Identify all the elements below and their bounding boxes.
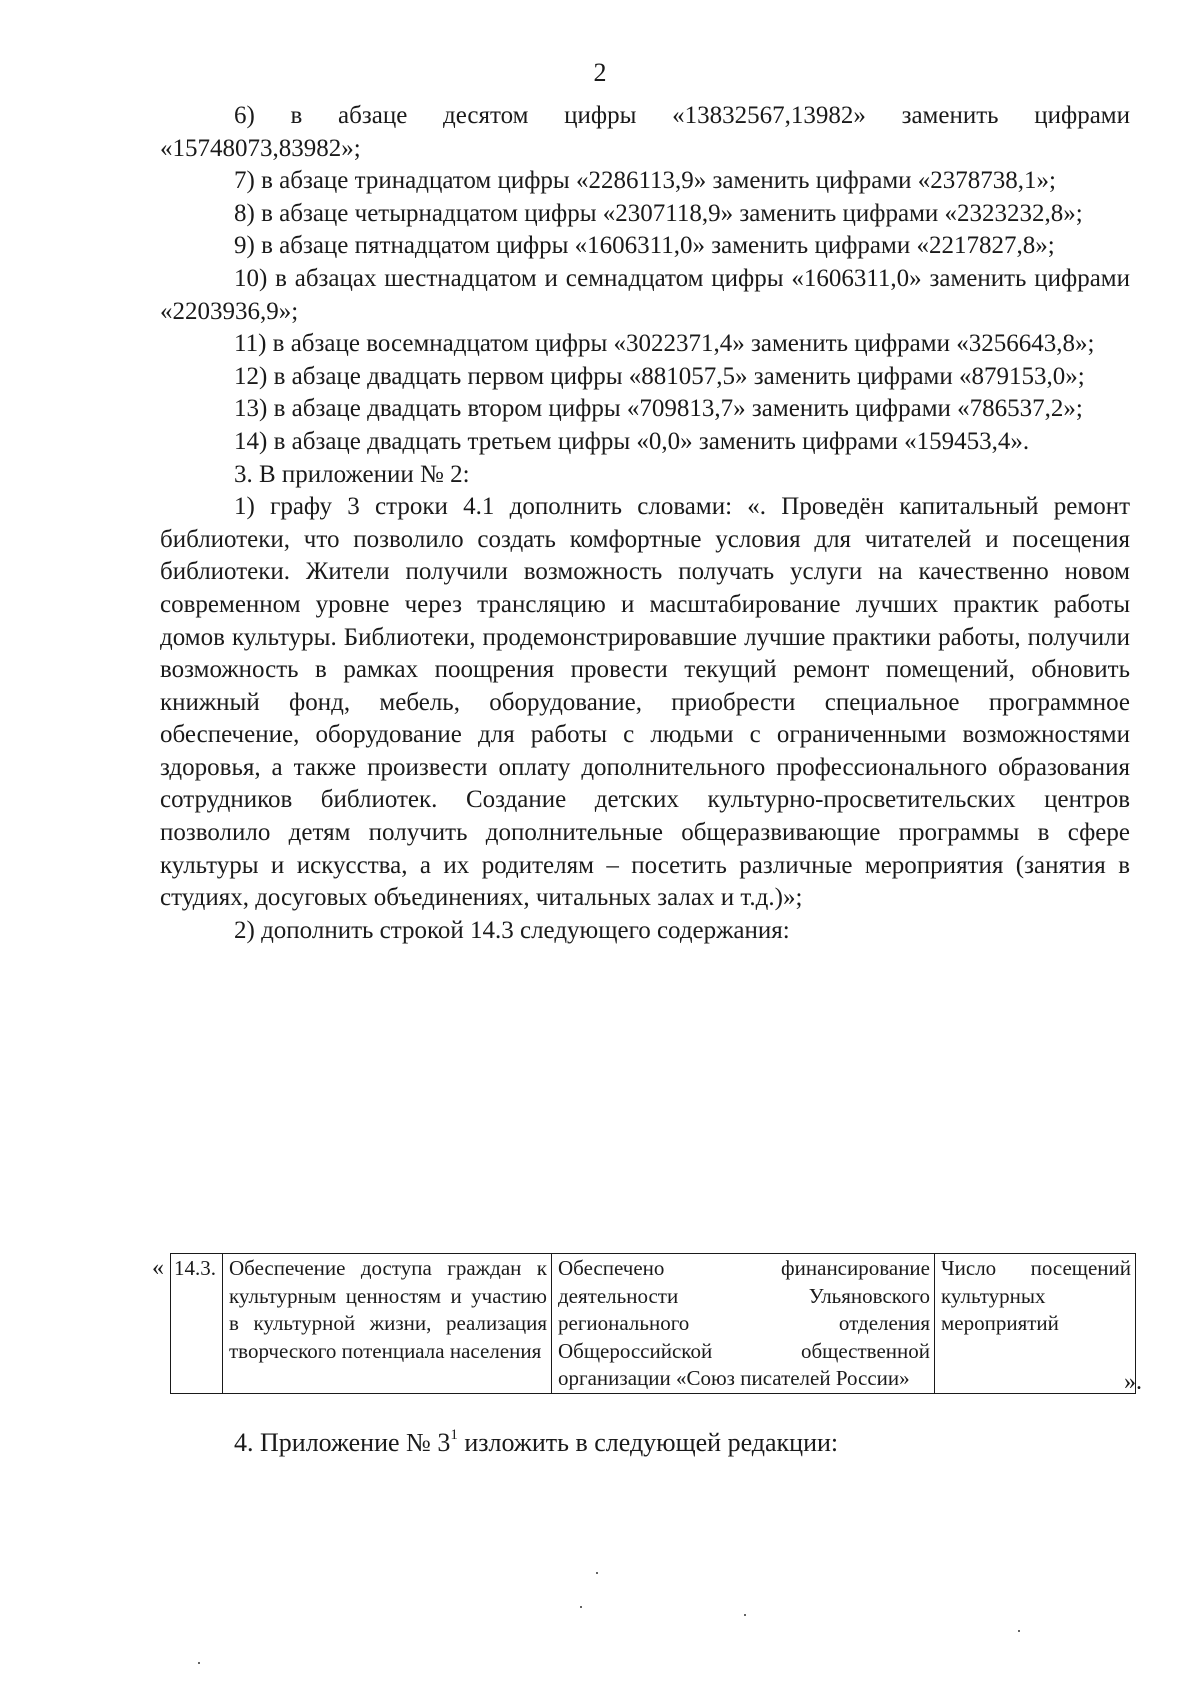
paragraph-item-13: 13) в абзаце двадцать втором цифры «709813,7» заменить цифрами «786537,2»; <box>234 395 1083 423</box>
paragraph-item-11: 11) в абзаце восемнадцатом цифры «3022371,4» заменить цифрами «3256643,8»; <box>234 330 1095 358</box>
table-open-quote: « <box>152 1255 164 1281</box>
result-cell: Обеспечено финансирование деятельности Ульяновского регионального отделения Общероссийской общественной организации «Союз писателей России» <box>552 1254 935 1394</box>
paragraph-item-9: 9) в абзаце пятнадцатом цифры «1606311,0» заменить цифрами «2217827,8»; <box>234 232 1055 260</box>
paragraph-item-7: 7) в абзаце тринадцатом цифры «2286113,9» заменить цифрами «2378738,1»; <box>234 167 1056 195</box>
row-number-cell: 14.3. <box>171 1254 223 1394</box>
document-body <box>160 100 1130 947</box>
table-close-quote: ». <box>1124 1369 1142 1395</box>
paragraph-item-8: 8) в абзаце четырнадцатом цифры «2307118,9» заменить цифрами «2323232,8»; <box>234 199 1083 227</box>
scan-speck <box>198 1662 200 1664</box>
paragraph-graph-3-addition: 1) графу 3 строки 4.1 дополнить словами: «. Проведён капитальный ремонт библиотеки, что позволило создать комфортные условия для читателей и посещения библиотеки. Жители получили возможность получать услуги на качественно новом современном уровне через трансляцию и масштабирование лучших практик работы домов культуры. Библиотеки, продемонстрировавшие лучшие практики работы, получили возможность в рамках поощрения провести текущий ремонт помещений, обновить книжный фонд, мебель, оборудование, приобрести специальное программное обеспечение, оборудование для работы с людьми с ограниченными возможностями здоровья, а также произвести оплату дополнительного профессионального образования сотрудников библиотек. Создание детских культурно-просветительских центров позволило детям получить дополнительные общеразвивающие программы в сфере культуры и искусства, а их родителям – посетить различные мероприятия (занятия в студиях, досуговых объединениях, читальных залах и т.д.)»; <box>160 493 1130 912</box>
section-3-heading: 3. В приложении № 2: <box>234 460 470 488</box>
scan-speck <box>1018 1630 1020 1632</box>
scan-speck <box>744 1614 746 1616</box>
paragraph-item-12: 12) в абзаце двадцать первом цифры «881057,5» заменить цифрами «879153,0»; <box>234 362 1085 390</box>
paragraph-item-6: 6) в абзаце десятом цифры «13832567,13982» заменить цифрами «15748073,83982»; <box>160 102 1130 162</box>
closing-text-before: 4. Приложение № 3 <box>234 1428 451 1457</box>
paragraph-item-10: 10) в абзацах шестнадцатом и семнадцатом цифры «1606311,0» заменить цифрами «2203936,9»; <box>160 264 1130 325</box>
amendment-table-block <box>152 1253 1142 1397</box>
paragraph-row-14-3-intro: 2) дополнить строкой 14.3 следующего содержания: <box>234 916 790 944</box>
closing-paragraph <box>234 1427 838 1459</box>
closing-text-after: изложить в следующей редакции: <box>457 1428 839 1457</box>
closing-superscript: 1 <box>450 1427 458 1443</box>
indicator-cell: Число посещений культурных мероприятий <box>935 1254 1136 1394</box>
page-number: 2 <box>593 58 607 87</box>
task-cell: Обеспечение доступа граждан к культурным ценностям и участию в культурной жизни, реализация творческого потенциала населения <box>223 1254 552 1394</box>
amendment-table <box>170 1253 1136 1394</box>
scan-speck <box>596 1572 598 1574</box>
paragraph-item-14: 14) в абзаце двадцать третьем цифры «0,0» заменить цифрами «159453,4». <box>234 427 1030 455</box>
scan-speck <box>580 1606 582 1608</box>
table-row <box>171 1254 1136 1394</box>
